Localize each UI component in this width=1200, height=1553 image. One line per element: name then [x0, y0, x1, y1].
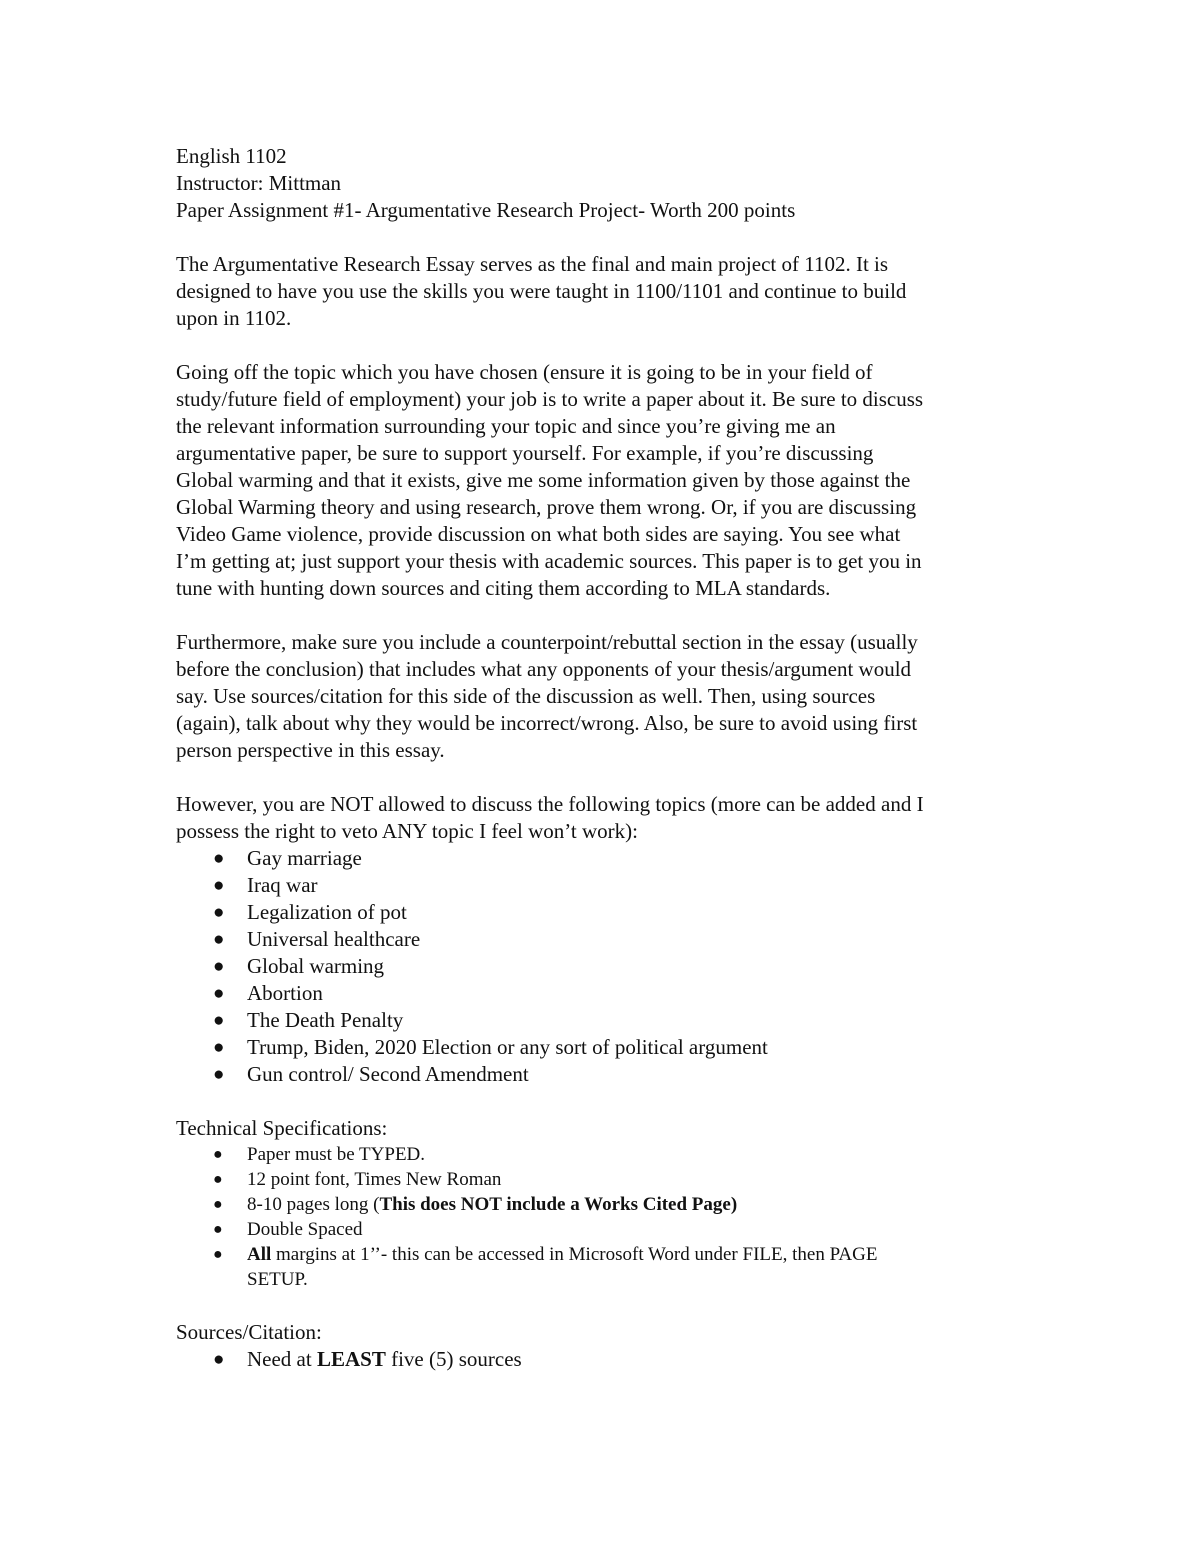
- technical-specifications-section: [176, 1115, 1036, 1292]
- assignment-title: Paper Assignment #1- Argumentative Research Project- Worth 200 points: [176, 198, 796, 222]
- text-line: designed to have you use the skills you were taught in 1100/1101 and continue to build: [176, 279, 907, 303]
- list-item: ● Need at LEAST five (5) sources: [213, 1347, 522, 1371]
- text-line: the relevant information surrounding your topic and since you’re giving me an: [176, 414, 836, 438]
- text-line: Furthermore, make sure you include a counterpoint/rebuttal section in the essay (usually: [176, 630, 918, 654]
- list-item: ● Double Spaced: [213, 1219, 363, 1240]
- bullet-icon: ●: [213, 875, 225, 896]
- bullet-icon: ●: [213, 1037, 225, 1058]
- bullet-icon: ●: [213, 1349, 225, 1370]
- bullet-icon: ●: [213, 1010, 225, 1031]
- instructor-line: Instructor: Mittman: [176, 171, 342, 195]
- sources-list: [176, 1346, 1036, 1373]
- bullet-icon: ●: [213, 848, 225, 869]
- bullet-icon: ●: [213, 1221, 223, 1238]
- section-heading: Technical Specifications:: [176, 1116, 388, 1140]
- text-line: Going off the topic which you have chosen (ensure it is going to be in your field of: [176, 360, 873, 384]
- bullet-icon: ●: [213, 1246, 223, 1263]
- document-header: [176, 143, 1036, 224]
- assignment-document: [176, 143, 1036, 1373]
- text-line: say. Use sources/citation for this side of the discussion as well. Then, using sources: [176, 684, 876, 708]
- topic-paragraph: [176, 359, 1036, 602]
- bullet-icon: ●: [213, 956, 225, 977]
- list-item: ● Paper must be TYPED.: [213, 1144, 426, 1165]
- bullet-icon: ●: [213, 1064, 225, 1085]
- list-item: ● Gay marriage: [213, 846, 362, 870]
- list-item: ● Universal healthcare: [213, 927, 421, 951]
- banned-topics-section: [176, 791, 1036, 1088]
- bullet-icon: ●: [213, 983, 225, 1004]
- list-item: ● The Death Penalty: [213, 1008, 404, 1032]
- list-item: ● 8-10 pages long (This does NOT include a Works Cited Page): [213, 1194, 738, 1215]
- technical-specifications-list: [176, 1142, 1036, 1292]
- banned-topics-list: [176, 845, 1036, 1088]
- sources-section: [176, 1319, 1036, 1373]
- text-line: However, you are NOT allowed to discuss the following topics (more can be added and I: [176, 792, 924, 816]
- bullet-icon: ●: [213, 1146, 223, 1163]
- bullet-icon: ●: [213, 1196, 223, 1213]
- list-item: ● 12 point font, Times New Roman: [213, 1169, 502, 1190]
- section-heading: Sources/Citation:: [176, 1320, 322, 1344]
- text-line: argumentative paper, be sure to support yourself. For example, if you’re discussing: [176, 441, 874, 465]
- text-line: (again), talk about why they would be incorrect/wrong. Also, be sure to avoid using first: [176, 711, 918, 735]
- bullet-icon: ●: [213, 1171, 223, 1188]
- bullet-icon: ●: [213, 902, 225, 923]
- list-item: ● Global warming: [213, 954, 385, 978]
- bullet-icon: ●: [213, 929, 225, 950]
- text-line: study/future field of employment) your job is to write a paper about it. Be sure to discuss: [176, 387, 924, 411]
- counterpoint-paragraph: [176, 629, 1036, 764]
- text-line: upon in 1102.: [176, 306, 292, 330]
- course-title: English 1102: [176, 144, 287, 168]
- text-line: I’m getting at; just support your thesis with academic sources. This paper is to get you in: [176, 549, 922, 573]
- list-item: ● Gun control/ Second Amendment: [213, 1062, 529, 1086]
- text-line: possess the right to veto ANY topic I feel won’t work):: [176, 819, 638, 843]
- text-line: before the conclusion) that includes what any opponents of your thesis/argument would: [176, 657, 912, 681]
- list-item: ● Abortion: [213, 981, 323, 1005]
- list-item: ● Iraq war: [213, 873, 318, 897]
- text-line: Video Game violence, provide discussion on what both sides are saying. You see what: [176, 522, 901, 546]
- intro-paragraph: [176, 251, 1036, 332]
- text-line: tune with hunting down sources and citing them according to MLA standards.: [176, 576, 831, 600]
- list-item: ● Trump, Biden, 2020 Election or any sort of political argument: [213, 1035, 768, 1059]
- list-item: ● All margins at 1’’- this can be accessed in Microsoft Word under FILE, then PAGE SETUP.: [213, 1244, 878, 1290]
- text-line: Global Warming theory and using research, prove them wrong. Or, if you are discussing: [176, 495, 917, 519]
- text-line: The Argumentative Research Essay serves as the final and main project of 1102. It is: [176, 252, 889, 276]
- text-line: Global warming and that it exists, give me some information given by those against the: [176, 468, 911, 492]
- list-item: ● Legalization of pot: [213, 900, 407, 924]
- text-line: person perspective in this essay.: [176, 738, 445, 762]
